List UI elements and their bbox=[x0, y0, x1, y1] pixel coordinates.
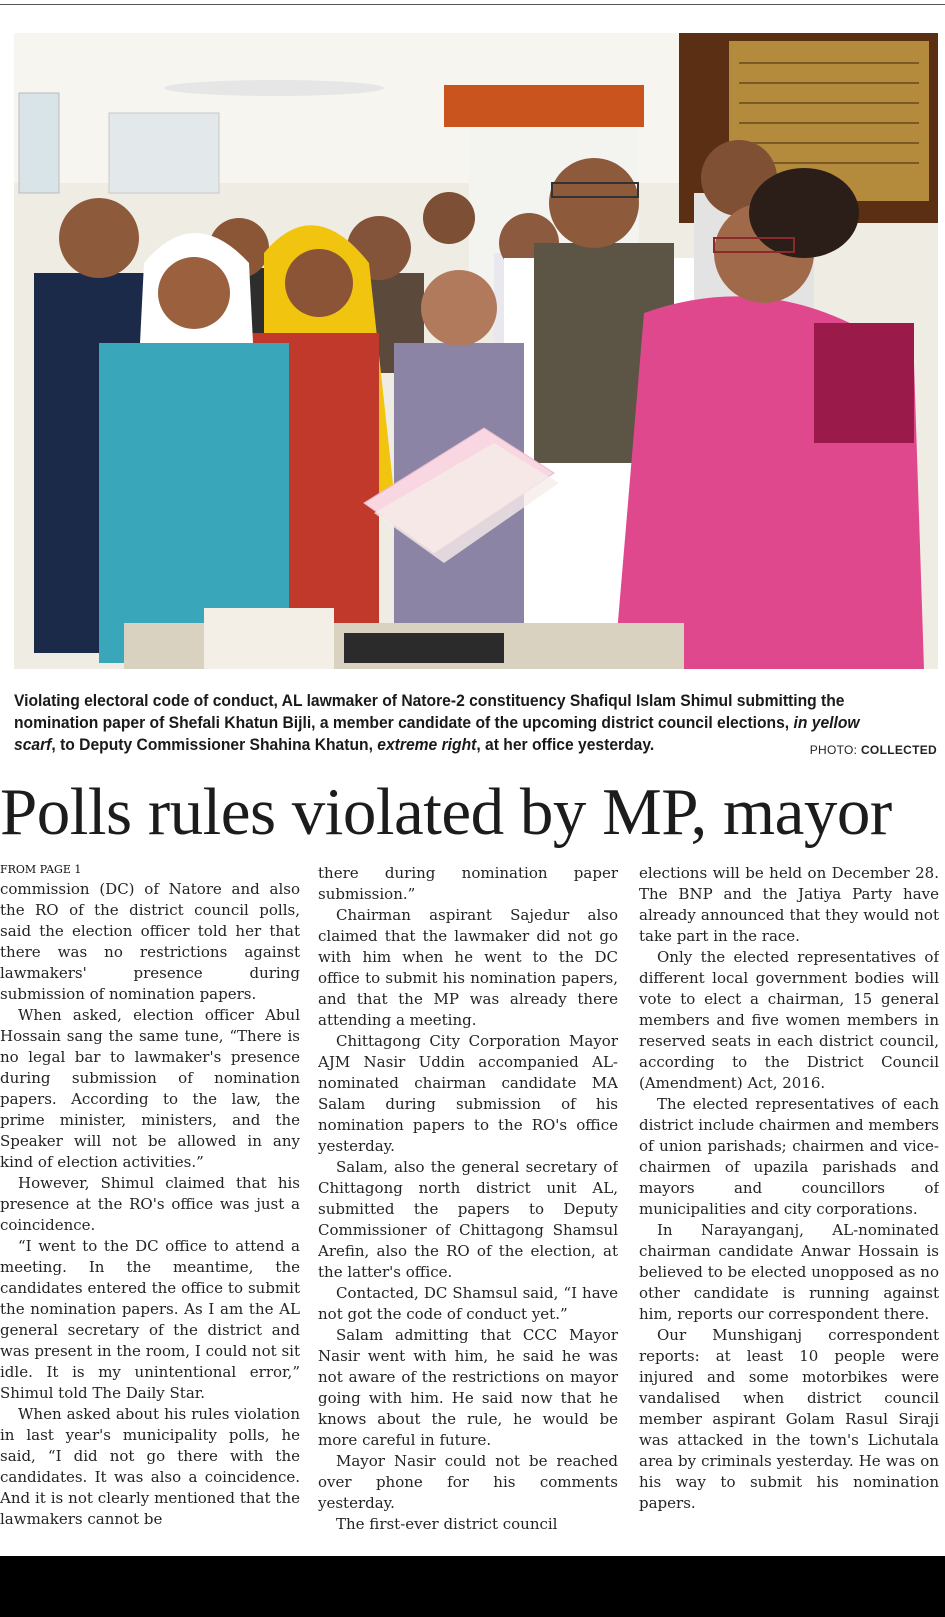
article-column-2 bbox=[318, 863, 618, 1555]
article-paragraph: Salam, also the general secretary of Chittagong north district unit AL, submitted the papers to Deputy Commissioner of Chittagong Shamsul Arefin, also the RO of the election, at the latter's office. bbox=[318, 1158, 618, 1281]
article-paragraph: In Narayanganj, AL-nominated chairman candidate Anwar Hossain is believed to be elected unopposed as no other candidate is running against him, reports our correspondent there. bbox=[639, 1221, 939, 1323]
article-paragraph: Salam admitting that CCC Mayor Nasir went with him, he said he was not aware of the restrictions on mayor going with him. He said now that he knows about the rule, he would be more careful in future. bbox=[318, 1326, 618, 1449]
bottom-black-bar bbox=[0, 1556, 945, 1617]
article-paragraph: Mayor Nasir could not be reached over phone for his comments yesterday. bbox=[318, 1452, 618, 1512]
article-paragraph: Our Munshiganj correspondent reports: at least 10 people were injured and some motorbikes were vandalised when district council member aspirant Golam Rasul Siraji was attacked in the town's Lichutala area by criminals yesterday. He was on his way to submit his nomination papers. bbox=[639, 1326, 939, 1512]
article-paragraph: Chittagong City Corporation Mayor AJM Nasir Uddin accompanied AL-nominated chairman candidate MA Salam during submission of his nomination papers to the RO's office yesterday. bbox=[318, 1032, 618, 1155]
headline: Polls rules violated by MP, mayor bbox=[0, 775, 892, 849]
caption-text-3: , at her office yesterday. bbox=[476, 735, 655, 754]
photo-credit-source: COLLECTED bbox=[860, 743, 937, 757]
caption-text: Violating electoral code of conduct, AL lawmaker of Natore-2 constituency Shafiqul Islam Shimul submitting the nomination paper of Shefali Khatun Bijli, a member candidate of the upcoming district council elections, bbox=[14, 691, 845, 732]
photo-caption bbox=[14, 690, 864, 756]
article-paragraph: Chairman aspirant Sajedur also claimed that the lawmaker did not go with him when he went to the DC office to submit his nomination papers, and that the MP was already there attending a meeting. bbox=[318, 906, 618, 1029]
news-photo bbox=[14, 33, 938, 669]
article-paragraph: However, Shimul claimed that his presence at the RO's office was just a coincidence. bbox=[0, 1174, 300, 1234]
article-paragraph: “I went to the DC office to attend a meeting. In the meantime, the candidates entered the office to submit the nomination papers. As I am the AL general secretary of the district and was present in the room, I could not sit idle. It is my unintentional error,” Shimul told The Daily Star. bbox=[0, 1237, 300, 1402]
article-paragraph: Contacted, DC Shamsul said, “I have not got the code of conduct yet.” bbox=[318, 1284, 618, 1323]
from-page-label: FROM PAGE 1 bbox=[0, 863, 82, 876]
photo-credit bbox=[810, 743, 937, 757]
article-paragraph: Only the elected representatives of different local government bodies will vote to elect a chairman, 15 general members and five women members in reserved seats in each district council, according to the District Council (Amendment) Act, 2016. bbox=[639, 948, 939, 1092]
article-paragraph: there during nomination paper submission.” bbox=[318, 864, 618, 903]
article-paragraph: The elected representatives of each district include chairmen and members of union parishads; chairmen and vice-chairmen of upazila parishads and mayors and councillors of municipalities and city corporations. bbox=[639, 1095, 939, 1218]
article-paragraph: When asked about his rules violation in last year's municipality polls, he said, “I did not go there with the candidates. It was also a coincidence. And it is not clearly mentioned that the lawmakers cannot be bbox=[0, 1405, 300, 1528]
article-paragraph: The first-ever district council bbox=[336, 1515, 558, 1533]
caption-emphasis-yellow-scarf: in yellow scarf bbox=[14, 713, 860, 754]
top-rule bbox=[0, 4, 945, 5]
article-paragraph: When asked, election officer Abul Hossain sang the same tune, “There is no legal bar to lawmaker's presence during submission of nomination papers. According to the law, the prime minister, ministers, and the Speaker will not be allowed in any kind of election activities.” bbox=[0, 1006, 300, 1171]
photo-illustration bbox=[14, 33, 938, 669]
caption-emphasis-extreme-right: extreme right bbox=[377, 735, 477, 754]
article-column-3 bbox=[639, 863, 939, 1555]
article-paragraph: commission (DC) of Natore and also the RO of the district council polls, said the election officer told her that there was no restrictions against lawmakers' presence during submission of nomination papers. bbox=[0, 880, 300, 1003]
article-column-1 bbox=[0, 879, 300, 1555]
photo-credit-label: PHOTO: bbox=[809, 743, 861, 757]
caption-text-2: , to Deputy Commissioner Shahina Khatun, bbox=[51, 735, 378, 754]
article-paragraph: elections will be held on December 28. The BNP and the Jatiya Party have already announced that they would not take part in the race. bbox=[639, 864, 939, 945]
